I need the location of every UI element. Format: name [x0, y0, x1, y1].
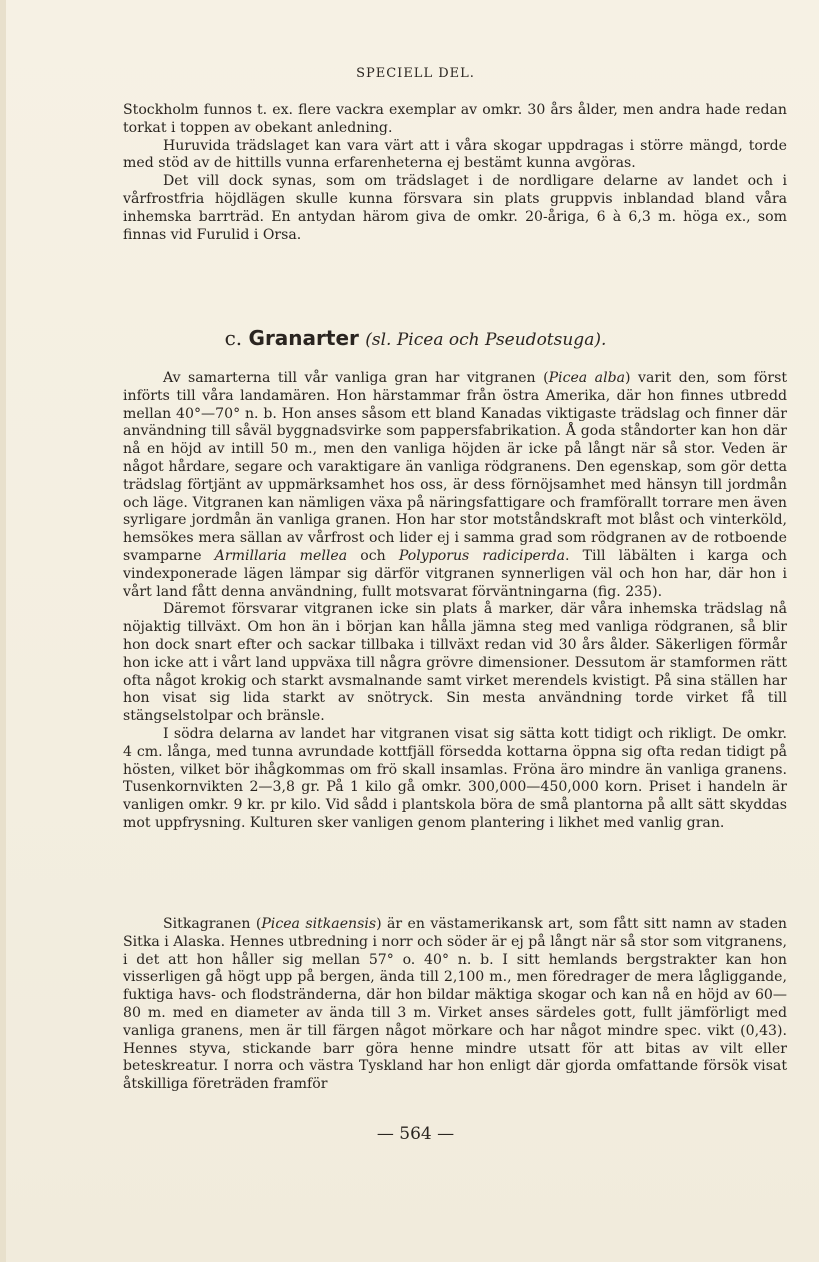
paragraph	[123, 370, 787, 601]
section-subtitle: (sl. Picea och Pseudotsuga).	[365, 330, 607, 350]
text-run: . Till läbälten i karga och vindexponerade lägen lämpar sig därför vitgranen synnerligen väl och hon har, där hon i vårt land fått denna användning, fullt motsvarat förväntningarna (fig. 235).	[123, 547, 788, 600]
section-title: Granarter	[248, 326, 359, 350]
section-letter: c.	[224, 326, 243, 350]
text-run: Av samarterna till vår vanliga gran har vitgranen (	[163, 370, 549, 386]
text-run: och	[347, 547, 399, 564]
text-block-sitkagran	[123, 916, 787, 1094]
paragraph: Däremot försvarar vitgranen icke sin plats å marker, där våra inhemska trädslag nå nöjaktig tillväxt. Om hon än i början kan hålla jämna steg med vanliga rödgranen, så blir hon dock snart efter och sackar tillbaka i tillväxt redan vid 30 års ålder. Säkerligen förmår hon icke att i vårt land uppväxa till några grövre dimensioner. Dessutom är stamformen rätt ofta något krokig och starkt avsmalnande samt virket merendels kvistigt. På sina ställen har hon visat sig lida starkt av snötryck. Sin mesta användning torde virket få till stängselstolpar och bränsle.	[123, 601, 787, 725]
text-run: Sitkagranen (	[163, 916, 262, 932]
section-heading	[6, 326, 819, 350]
running-head: SPECIELL DEL.	[356, 66, 475, 81]
text-block-vitgran	[123, 370, 787, 833]
text-run: ) är en västamerikansk art, som fått sitt namn av staden Sitka i Alaska. Hennes utbredning i norr och söder är ej på långt när så stor som vitgranens, i det att hon håller sig mellan 57° o. 40° n. b. I sitt hemlands bergstrakter kan hon visserligen gå högt upp på bergen, ända till 2,100 m., men föredrager de mera lågliggande, fuktiga havs- och flodstränderna, där hon bildar mäktiga skogar och kan nå en höjd av 60—80 m. med en diameter av ända till 3 m. Virket anses särdeles gott, fullt jämförligt med vanliga granens, men är till färgen något mörkare och har något mindre spec. vikt (0,43). Hennes styva, stickande barr göra henne mindre utsatt för att bitas av vilt eller beteskreatur. I norra och västra Tyskland har hon enligt där gjorda omfattande försök visat åtskilliga företräden framför	[123, 916, 787, 1093]
paragraph: Stockholm funnos t. ex. flere vackra exemplar av omkr. 30 års ålder, men andra hade redan torkat i toppen av obekant anledning.	[123, 102, 787, 136]
species-name: Polyporus radiciperda	[398, 547, 565, 564]
page-number: — 564 —	[376, 1124, 455, 1144]
text-block-intro	[123, 102, 787, 244]
paragraph: I södra delarna av landet har vitgranen visat sig sätta kott tidigt och rikligt. De omkr. 4 cm. långa, med tunna avrundade kottfjäll försedda kottarna öppna sig ofta redan tidigt på hösten, vilket bör ihågkommas om frö skall insamlas. Fröna äro mindre än vanliga granens. Tusenkornvikten 2—3,8 gr. På 1 kilo gå omkr. 300,000—450,000 korn. Priset i handeln är vanligen omkr. 9 kr. pr kilo. Vid sådd i plantskola böra de små plantorna på allt sätt skyddas mot uppfrysning. Kulturen sker vanligen genom plantering i likhet med vanlig gran.	[123, 725, 787, 831]
species-name: Picea sitkaensis	[261, 916, 377, 932]
paragraph: Huruvida trädslaget kan vara värt att i våra skogar uppdragas i större mängd, torde med stöd av de hittills vunna erfarenheterna ej bestämt kunna avgöras.	[123, 137, 787, 172]
paragraph	[123, 916, 787, 1094]
species-name: Armillaria mellea	[214, 547, 348, 564]
paragraph: Det vill dock synas, som om trädslaget i de nordligare delarne av landet och i vårfrostfria höjdlägen skulle kunna försvara sin plats gruppvis inblandad bland våra inhemska barrträd. En antydan härom giva de omkr. 20-åriga, 6 à 6,3 m. höga ex., som finnas vid Furulid i Orsa.	[123, 173, 787, 243]
text-run: ) varit den, som först införts till våra landamären. Hon härstammar från östra Amerika, där hon finnes utbredd mellan 40°—70° n. b. Hon anses såsom ett bland Kanadas viktigaste trädslag och finner där användning till såväl byggnadsvirke som pappersfabrikation. Å goda ståndorter kan hon där nå en höjd av intill 50 m., men den vanliga höjden är icke på långt när så stor. Veden är något hårdare, segare och varaktigare än vanliga rödgranens. Den egenskap, som gör detta trädslag förtjänt av uppmärksamhet hos oss, är dess förnöjsamhet med hänsyn till jordmån och läge. Vitgranen kan nämligen växa på näringsfattigare och framförallt torrare men även syrligare jordmån än vanliga granen. Hon har stor motståndskraft mot blåst och vinterköld, hemsökes mera sällan av vårfrost och lider ej i samma grad som rödgranen av de rotboende svamparne	[123, 370, 787, 564]
species-name: Picea alba	[548, 370, 626, 386]
